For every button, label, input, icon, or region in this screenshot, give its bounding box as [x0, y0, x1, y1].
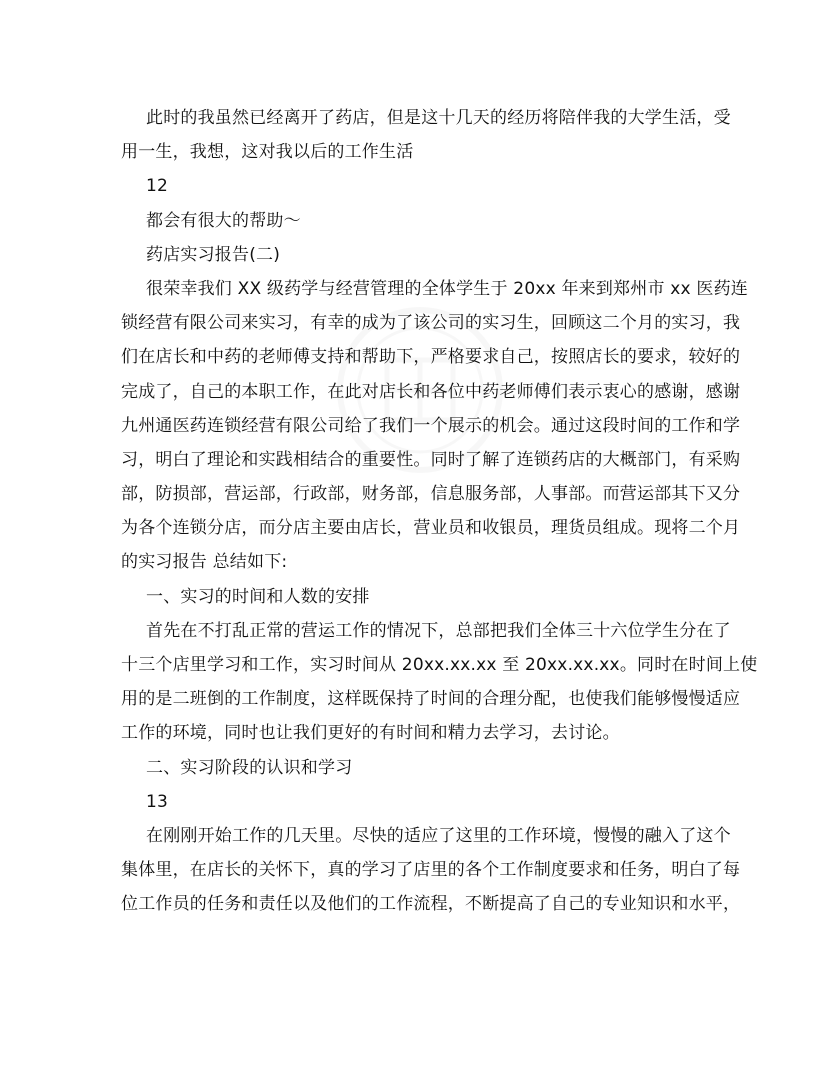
text-line: 位工作员的任务和责任以及他们的工作流程，不断提高了自己的专业知识和水平， [121, 894, 741, 915]
text-line: 药店实习报告(二) [146, 244, 281, 265]
text-line: 13 [146, 791, 169, 812]
document-body [121, 101, 758, 922]
text-line: 都会有很大的帮助～ [146, 210, 301, 231]
text-line: 的实习报告 总结如下: [121, 552, 288, 573]
text-line: 集体里，在店长的关怀下，真的学习了店里的各个工作制度要求和任务，明白了每 [121, 860, 741, 881]
text-line: 二、实习阶段的认识和学习 [146, 757, 353, 778]
text-line: 们在店长和中药的老师傅支持和帮助下，严格要求自己，按照店长的要求，较好的 [121, 347, 741, 368]
text-line: 工作的环境，同时也让我们更好的有时间和精力去学习，去讨论。 [121, 723, 620, 744]
text-line: 一、实习的时间和人数的安排 [146, 586, 370, 607]
text-line: 很荣幸我们 XX 级药学与经营管理的全体学生于 20xx 年来到郑州市 xx 医药连 [146, 278, 748, 299]
text-line: 九州通医药连锁经营有限公司给了我们一个展示的机会。通过这段时间的工作和学 [121, 415, 741, 436]
text-line: 为各个连锁分店，而分店主要由店长，营业员和收银员，理货员组成。现将二个月 [121, 518, 741, 539]
text-line: 部，防损部，营运部，行政部，财务部，信息服务部，人事部。而营运部其下又分 [121, 484, 741, 505]
text-line: 首先在不打乱正常的营运工作的情况下，总部把我们全体三十六位学生分在了 [146, 620, 731, 641]
text-line: 此时的我虽然已经离开了药店，但是这十几天的经历将陪伴我的大学生活，受 [146, 108, 731, 128]
text-line: 用一生，我想，这对我以后的工作生活 [121, 142, 414, 163]
text-line: 在刚刚开始工作的几天里。尽快的适应了这里的工作环境，慢慢的融入了这个 [146, 825, 731, 846]
text-line: 用的是二班倒的工作制度，这样既保持了时间的合理分配，也使我们能够慢慢适应 [121, 689, 741, 710]
text-line: 完成了，自己的本职工作，在此对店长和各位中药老师傅们表示衷心的感谢，感谢 [121, 381, 741, 402]
text-line: 十三个店里学习和工作，实习时间从 20xx.xx.xx 至 20xx.xx.xx。同时在时间上使 [121, 655, 758, 675]
text-line: 12 [146, 176, 169, 197]
text-line: 习，明白了理论和实践相结合的重要性。同时了解了连锁药店的大概部门，有采购 [121, 449, 741, 470]
text-line: 锁经营有限公司来实习，有幸的成为了该公司的实习生，回顾这二个月的实习，我 [121, 313, 741, 334]
